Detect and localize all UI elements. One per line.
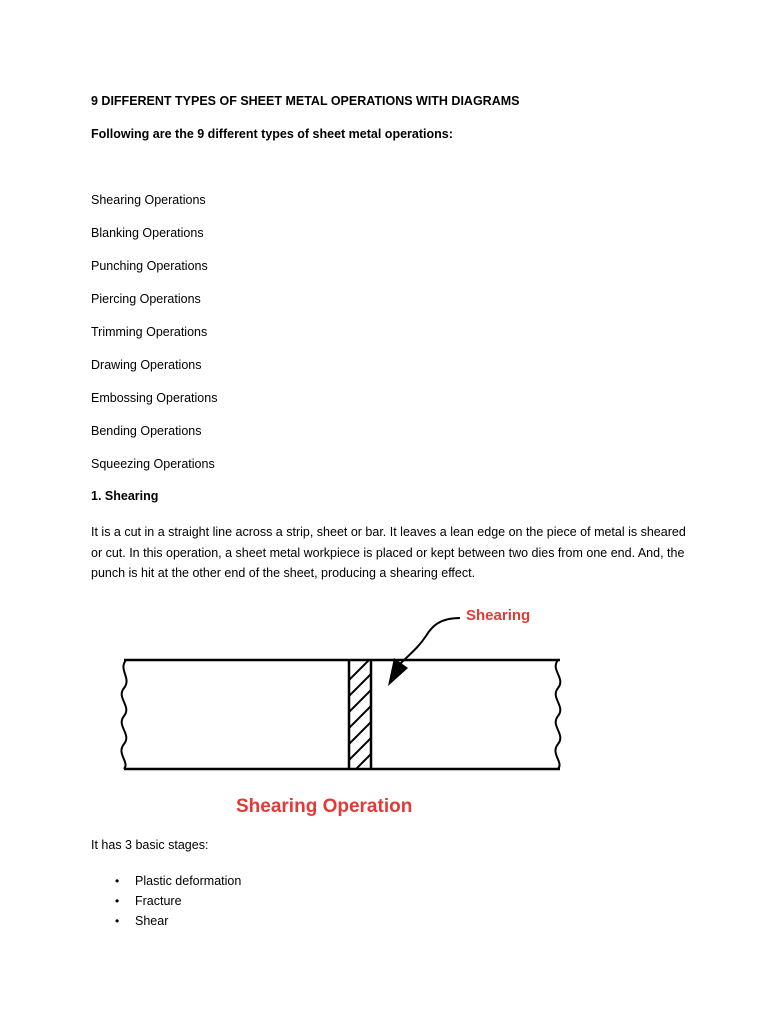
list-item [91, 891, 241, 911]
stages-list [91, 871, 241, 931]
list-item: Blanking Operations [91, 226, 204, 240]
document-heading: 9 DIFFERENT TYPES OF SHEET METAL OPERATIONS WITH DIAGRAMS [91, 94, 520, 108]
operations-list [91, 192, 217, 489]
list-item: Drawing Operations [91, 358, 202, 372]
diagram-caption: Shearing Operation [236, 796, 413, 817]
intro-text: Following are the 9 different types of sheet metal operations: [91, 127, 453, 141]
list-item: Trimming Operations [91, 325, 208, 339]
shearing-diagram [110, 596, 580, 826]
bullet-icon: • [115, 894, 120, 908]
list-item: Bending Operations [91, 424, 202, 438]
right-break-line [555, 660, 560, 769]
list-item [91, 911, 241, 931]
bullet-icon: • [115, 914, 120, 928]
list-item: Embossing Operations [91, 391, 218, 405]
left-break-line [121, 660, 126, 769]
section-title: 1. Shearing [91, 489, 159, 503]
list-item: Shearing Operations [91, 193, 206, 207]
shearing-paragraph: It is a cut in a straight line across a strip, sheet or bar. It leaves a lean edge on the piece of metal is sheared or cut. In this operation, a sheet metal workpiece is placed or kept between two dies from one end. And, the punch is hit at the other end of the sheet, producing a shearing effect. [91, 525, 686, 580]
list-item: Squeezing Operations [91, 457, 215, 471]
stage-label: Fracture [135, 894, 182, 908]
pointer-arrowhead [388, 658, 408, 686]
list-item: Piercing Operations [91, 292, 201, 306]
shear-zone-hatching [349, 658, 371, 776]
pointer-arrow [400, 618, 460, 664]
list-item [91, 871, 241, 891]
stage-label: Shear [135, 914, 169, 928]
list-item: Punching Operations [91, 259, 208, 273]
stages-intro: It has 3 basic stages: [91, 838, 209, 852]
shearing-pointer-label: Shearing [466, 607, 531, 624]
stage-label: Plastic deformation [135, 874, 242, 888]
bullet-icon: • [115, 874, 120, 888]
